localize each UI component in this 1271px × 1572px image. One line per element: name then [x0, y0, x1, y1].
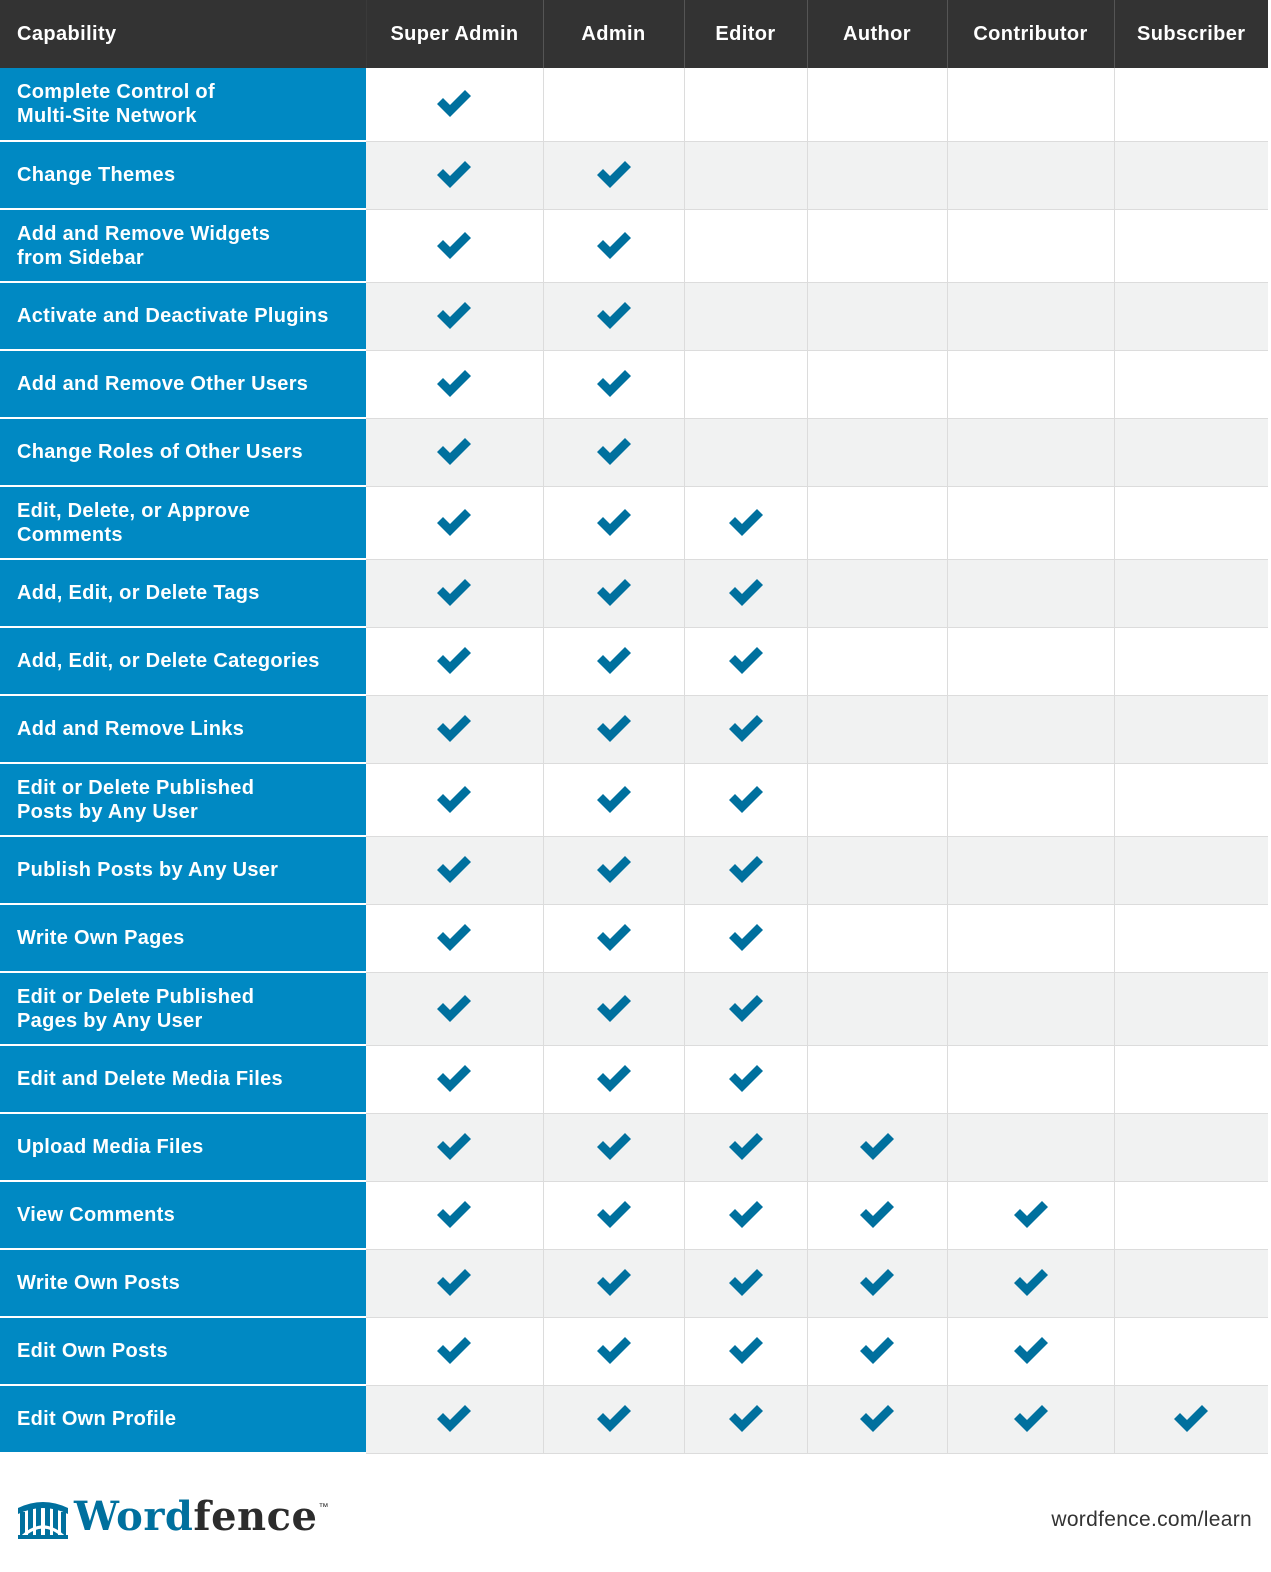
- capability-label-line: Pages by Any User: [17, 1009, 203, 1032]
- table-row: [0, 209, 1268, 282]
- cell-author: [807, 836, 947, 904]
- checkmark-icon: [1011, 1335, 1051, 1367]
- cell-contributor: [947, 1045, 1114, 1113]
- table-row: [0, 904, 1268, 972]
- capability-label: [0, 282, 366, 350]
- checkmark-icon: [726, 1335, 766, 1367]
- checkmark-icon: [594, 1403, 634, 1435]
- table-row: [0, 282, 1268, 350]
- cell-author: [807, 1317, 947, 1385]
- checkmark-icon: [434, 1267, 474, 1299]
- cell-admin: [543, 1249, 684, 1317]
- cell-contributor: [947, 1181, 1114, 1249]
- capability-label-line: Add and Remove Links: [17, 718, 245, 740]
- cell-author: [807, 68, 947, 141]
- checkmark-icon: [434, 230, 474, 262]
- cell-editor: [684, 418, 807, 486]
- checkmark-icon: [726, 1131, 766, 1163]
- cell-admin: [543, 418, 684, 486]
- checkmark-icon: [594, 577, 634, 609]
- checkmark-icon: [594, 507, 634, 539]
- checkmark-icon: [1011, 1403, 1051, 1435]
- cell-contributor: [947, 1249, 1114, 1317]
- role-header-super-admin: Super Admin: [366, 0, 543, 68]
- table-row: [0, 68, 1268, 141]
- cell-contributor: [947, 559, 1114, 627]
- checkmark-icon: [434, 1063, 474, 1095]
- capability-label: [0, 1385, 366, 1453]
- capability-label: [0, 1249, 366, 1317]
- capability-label: [0, 68, 366, 141]
- cell-contributor: [947, 904, 1114, 972]
- cell-subscriber: [1114, 141, 1268, 209]
- cell-super-admin: [366, 1113, 543, 1181]
- checkmark-icon: [594, 300, 634, 332]
- cell-subscriber: [1114, 1181, 1268, 1249]
- checkmark-icon: [594, 645, 634, 677]
- checkmark-icon: [594, 713, 634, 745]
- checkmark-icon: [434, 577, 474, 609]
- table-row: [0, 1249, 1268, 1317]
- cell-admin: [543, 763, 684, 836]
- checkmark-icon: [726, 1267, 766, 1299]
- capability-label-line: Change Themes: [17, 164, 176, 186]
- cell-author: [807, 695, 947, 763]
- checkmark-icon: [434, 1199, 474, 1231]
- cell-subscriber: [1114, 282, 1268, 350]
- cell-author: [807, 1045, 947, 1113]
- cell-super-admin: [366, 695, 543, 763]
- capability-label: [0, 836, 366, 904]
- table-row: [0, 350, 1268, 418]
- capability-label-line: Add, Edit, or Delete Categories: [17, 650, 320, 672]
- checkmark-icon: [434, 507, 474, 539]
- cell-super-admin: [366, 1317, 543, 1385]
- capability-label: [0, 1113, 366, 1181]
- cell-contributor: [947, 972, 1114, 1045]
- trademark-symbol: ™: [318, 1502, 329, 1513]
- capability-label: [0, 559, 366, 627]
- cell-subscriber: [1114, 68, 1268, 141]
- cell-subscriber: [1114, 1249, 1268, 1317]
- cell-author: [807, 141, 947, 209]
- cell-editor: [684, 627, 807, 695]
- cell-super-admin: [366, 282, 543, 350]
- table-row: [0, 836, 1268, 904]
- capability-label-line: Publish Posts by Any User: [17, 859, 279, 881]
- cell-editor: [684, 1045, 807, 1113]
- cell-editor: [684, 68, 807, 141]
- brand-name-part2: fence: [193, 1493, 318, 1540]
- checkmark-icon: [857, 1403, 897, 1435]
- capability-label: [0, 904, 366, 972]
- cell-author: [807, 418, 947, 486]
- site-url: wordfence.com/learn: [1051, 1508, 1252, 1531]
- cell-admin: [543, 695, 684, 763]
- cell-editor: [684, 836, 807, 904]
- checkmark-icon: [726, 1403, 766, 1435]
- cell-contributor: [947, 1113, 1114, 1181]
- checkmark-icon: [434, 436, 474, 468]
- cell-editor: [684, 559, 807, 627]
- cell-super-admin: [366, 350, 543, 418]
- table-row: [0, 1045, 1268, 1113]
- cell-subscriber: [1114, 418, 1268, 486]
- table-row: [0, 559, 1268, 627]
- capability-label-line: Change Roles of Other Users: [17, 441, 303, 463]
- cell-super-admin: [366, 418, 543, 486]
- capability-label: [0, 972, 366, 1045]
- checkmark-icon: [1011, 1199, 1051, 1231]
- fence-logo-icon: [16, 1494, 70, 1540]
- capability-label-line: View Comments: [17, 1204, 176, 1226]
- cell-subscriber: [1114, 1113, 1268, 1181]
- capability-label-line: Complete Control of: [17, 81, 215, 103]
- cell-contributor: [947, 418, 1114, 486]
- checkmark-icon: [726, 1063, 766, 1095]
- capability-label: [0, 209, 366, 282]
- cell-contributor: [947, 209, 1114, 282]
- cell-super-admin: [366, 141, 543, 209]
- cell-editor: [684, 209, 807, 282]
- cell-super-admin: [366, 1045, 543, 1113]
- cell-super-admin: [366, 1249, 543, 1317]
- checkmark-icon: [726, 854, 766, 886]
- checkmark-icon: [594, 159, 634, 191]
- cell-admin: [543, 486, 684, 559]
- cell-editor: [684, 486, 807, 559]
- capability-label-line: Edit or Delete Published: [17, 985, 255, 1008]
- capability-label-line: Edit Own Profile: [17, 1408, 177, 1430]
- capability-label-line: Write Own Pages: [17, 927, 185, 949]
- checkmark-icon: [594, 993, 634, 1025]
- table-header-row: [0, 0, 1268, 68]
- checkmark-icon: [594, 854, 634, 886]
- capability-label-line: Edit or Delete Published: [17, 776, 255, 799]
- cell-contributor: [947, 695, 1114, 763]
- capability-label: [0, 695, 366, 763]
- checkmark-icon: [434, 88, 474, 120]
- checkmark-icon: [594, 784, 634, 816]
- role-header-subscriber: Subscriber: [1114, 0, 1268, 68]
- capability-label: [0, 486, 366, 559]
- capability-label-line: Comments: [17, 523, 123, 546]
- cell-subscriber: [1114, 209, 1268, 282]
- cell-editor: [684, 695, 807, 763]
- cell-author: [807, 763, 947, 836]
- table-row: [0, 418, 1268, 486]
- cell-admin: [543, 559, 684, 627]
- cell-super-admin: [366, 836, 543, 904]
- cell-admin: [543, 68, 684, 141]
- checkmark-icon: [434, 300, 474, 332]
- capability-label-line: Add, Edit, or Delete Tags: [17, 582, 260, 604]
- cell-author: [807, 1113, 947, 1181]
- cell-admin: [543, 1317, 684, 1385]
- cell-admin: [543, 141, 684, 209]
- cell-subscriber: [1114, 627, 1268, 695]
- checkmark-icon: [594, 1063, 634, 1095]
- cell-author: [807, 904, 947, 972]
- checkmark-icon: [594, 436, 634, 468]
- cell-subscriber: [1114, 904, 1268, 972]
- capability-label: [0, 1317, 366, 1385]
- cell-admin: [543, 1113, 684, 1181]
- cell-author: [807, 627, 947, 695]
- cell-admin: [543, 627, 684, 695]
- role-header-contributor: Contributor: [947, 0, 1114, 68]
- capability-label-line: Edit Own Posts: [17, 1340, 168, 1362]
- capability-label-line: Upload Media Files: [17, 1136, 204, 1158]
- capability-label-line: Edit and Delete Media Files: [17, 1068, 283, 1090]
- table-row: [0, 141, 1268, 209]
- cell-editor: [684, 763, 807, 836]
- cell-author: [807, 1385, 947, 1453]
- brand-name-part1: Word: [74, 1493, 194, 1540]
- cell-editor: [684, 350, 807, 418]
- checkmark-icon: [594, 1267, 634, 1299]
- cell-admin: [543, 1045, 684, 1113]
- capability-label-line: Add and Remove Widgets: [17, 222, 271, 245]
- checkmark-icon: [726, 922, 766, 954]
- checkmark-icon: [434, 854, 474, 886]
- table-body: [0, 68, 1268, 1453]
- cell-admin: [543, 836, 684, 904]
- checkmark-icon: [594, 922, 634, 954]
- cell-super-admin: [366, 68, 543, 141]
- capability-label-line: Add and Remove Other Users: [17, 373, 309, 395]
- checkmark-icon: [594, 1335, 634, 1367]
- cell-super-admin: [366, 972, 543, 1045]
- table-row: [0, 486, 1268, 559]
- table-row: [0, 1181, 1268, 1249]
- wordfence-logo: [16, 1494, 328, 1540]
- checkmark-icon: [434, 645, 474, 677]
- cell-editor: [684, 1181, 807, 1249]
- cell-super-admin: [366, 486, 543, 559]
- checkmark-icon: [434, 1335, 474, 1367]
- table-row: [0, 1317, 1268, 1385]
- checkmark-icon: [857, 1199, 897, 1231]
- cell-subscriber: [1114, 1317, 1268, 1385]
- cell-admin: [543, 972, 684, 1045]
- cell-editor: [684, 1385, 807, 1453]
- checkmark-icon: [434, 368, 474, 400]
- cell-super-admin: [366, 763, 543, 836]
- capability-label: [0, 763, 366, 836]
- checkmark-icon: [594, 1131, 634, 1163]
- cell-admin: [543, 282, 684, 350]
- cell-contributor: [947, 68, 1114, 141]
- checkmark-icon: [726, 507, 766, 539]
- cell-admin: [543, 350, 684, 418]
- capability-label: [0, 1181, 366, 1249]
- cell-admin: [543, 1385, 684, 1453]
- capability-label: [0, 627, 366, 695]
- checkmark-icon: [857, 1335, 897, 1367]
- cell-contributor: [947, 627, 1114, 695]
- capability-label-line: Edit, Delete, or Approve: [17, 499, 251, 522]
- cell-super-admin: [366, 1181, 543, 1249]
- capability-label: [0, 418, 366, 486]
- cell-subscriber: [1114, 559, 1268, 627]
- cell-super-admin: [366, 559, 543, 627]
- cell-author: [807, 1181, 947, 1249]
- checkmark-icon: [726, 993, 766, 1025]
- table-row: [0, 1385, 1268, 1453]
- capability-label-line: Multi-Site Network: [17, 105, 197, 127]
- cell-subscriber: [1114, 486, 1268, 559]
- table-row: [0, 695, 1268, 763]
- cell-super-admin: [366, 627, 543, 695]
- cell-author: [807, 972, 947, 1045]
- cell-admin: [543, 904, 684, 972]
- capability-label: [0, 1045, 366, 1113]
- checkmark-icon: [594, 1199, 634, 1231]
- checkmark-icon: [434, 159, 474, 191]
- capability-label-line: Write Own Posts: [17, 1272, 181, 1294]
- cell-editor: [684, 1317, 807, 1385]
- cell-super-admin: [366, 904, 543, 972]
- checkmark-icon: [1011, 1267, 1051, 1299]
- checkmark-icon: [434, 1403, 474, 1435]
- checkmark-icon: [434, 993, 474, 1025]
- cell-author: [807, 559, 947, 627]
- cell-subscriber: [1114, 972, 1268, 1045]
- checkmark-icon: [594, 230, 634, 262]
- cell-subscriber: [1114, 836, 1268, 904]
- cell-admin: [543, 209, 684, 282]
- checkmark-icon: [726, 784, 766, 816]
- cell-author: [807, 486, 947, 559]
- checkmark-icon: [857, 1267, 897, 1299]
- cell-editor: [684, 972, 807, 1045]
- cell-contributor: [947, 836, 1114, 904]
- cell-subscriber: [1114, 1385, 1268, 1453]
- capability-label-line: Posts by Any User: [17, 800, 199, 823]
- role-header-author: Author: [807, 0, 947, 68]
- capability-label: [0, 350, 366, 418]
- cell-author: [807, 282, 947, 350]
- capability-label-line: from Sidebar: [17, 246, 144, 269]
- cell-subscriber: [1114, 1045, 1268, 1113]
- checkmark-icon: [857, 1131, 897, 1163]
- cell-contributor: [947, 486, 1114, 559]
- cell-author: [807, 350, 947, 418]
- capability-label: [0, 141, 366, 209]
- checkmark-icon: [1171, 1403, 1211, 1435]
- table-row: [0, 972, 1268, 1045]
- cell-editor: [684, 904, 807, 972]
- footer: [0, 1466, 1271, 1572]
- role-header-admin: Admin: [543, 0, 684, 68]
- checkmark-icon: [434, 784, 474, 816]
- table-row: [0, 763, 1268, 836]
- cell-contributor: [947, 350, 1114, 418]
- table-row: [0, 1113, 1268, 1181]
- cell-super-admin: [366, 209, 543, 282]
- capability-label-line: Activate and Deactivate Plugins: [17, 305, 329, 327]
- cell-super-admin: [366, 1385, 543, 1453]
- checkmark-icon: [726, 713, 766, 745]
- cell-editor: [684, 1113, 807, 1181]
- checkmark-icon: [726, 1199, 766, 1231]
- cell-admin: [543, 1181, 684, 1249]
- cell-editor: [684, 141, 807, 209]
- table-row: [0, 627, 1268, 695]
- checkmark-icon: [434, 1131, 474, 1163]
- cell-contributor: [947, 1385, 1114, 1453]
- cell-author: [807, 1249, 947, 1317]
- cell-contributor: [947, 141, 1114, 209]
- cell-contributor: [947, 763, 1114, 836]
- checkmark-icon: [434, 922, 474, 954]
- cell-subscriber: [1114, 763, 1268, 836]
- cell-contributor: [947, 1317, 1114, 1385]
- role-header-editor: Editor: [684, 0, 807, 68]
- cell-subscriber: [1114, 350, 1268, 418]
- checkmark-icon: [726, 645, 766, 677]
- cell-contributor: [947, 282, 1114, 350]
- cell-subscriber: [1114, 695, 1268, 763]
- capability-column-header: Capability: [0, 0, 366, 68]
- checkmark-icon: [594, 368, 634, 400]
- cell-author: [807, 209, 947, 282]
- checkmark-icon: [434, 713, 474, 745]
- cell-editor: [684, 1249, 807, 1317]
- checkmark-icon: [726, 577, 766, 609]
- cell-editor: [684, 282, 807, 350]
